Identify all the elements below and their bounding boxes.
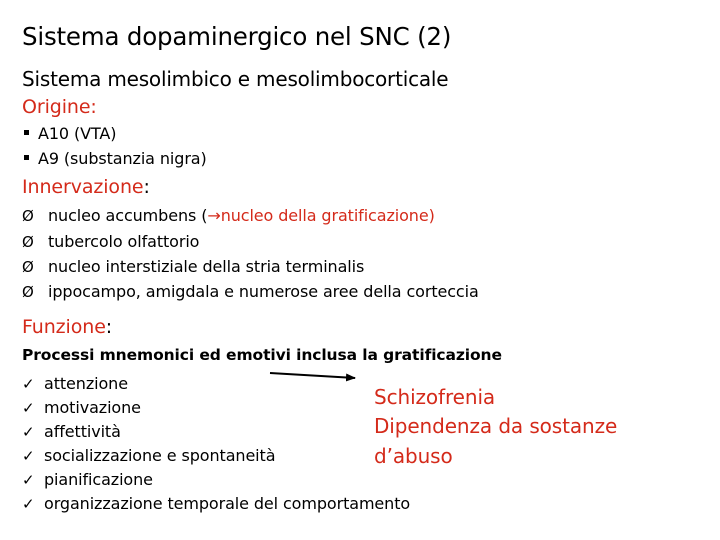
page-title: Sistema dopaminergico nel SNC (2) xyxy=(22,22,452,51)
funzione-item-text: organizzazione temporale del comportamento xyxy=(44,494,411,513)
innervazione-item-text: nucleo accumbens ( xyxy=(48,206,208,225)
funzione-item-text: socializzazione e spontaneità xyxy=(44,446,276,465)
funzione-colon: : xyxy=(105,316,113,338)
checkmark-icon: ✓ xyxy=(22,446,35,465)
funzione-item-text: attenzione xyxy=(44,374,128,393)
checkmark-icon: ✓ xyxy=(22,398,35,417)
arrowhead-bullet-icon: Ø xyxy=(22,282,34,301)
arrowhead-bullet-icon: Ø xyxy=(22,232,34,251)
page-subtitle: Sistema mesolimbico e mesolimbocorticale xyxy=(22,67,449,91)
innervazione-item-text: ippocampo, amigdala e numerose aree della corteccia xyxy=(48,282,479,301)
arrowhead-bullet-icon: Ø xyxy=(22,206,34,225)
innervazione-item-text: nucleo interstiziale della stria terminalis xyxy=(48,257,365,276)
innervazione-label: Innervazione xyxy=(22,176,144,198)
origine-item-text: A10 (VTA) xyxy=(38,124,117,143)
callout-line: d’abuso xyxy=(374,444,453,468)
checkmark-icon: ✓ xyxy=(22,374,35,393)
funzione-item-text: affettività xyxy=(44,422,121,441)
innervazione-colon: : xyxy=(143,176,150,198)
funzione-item-text: motivazione xyxy=(44,398,141,417)
origine-heading: Origine: xyxy=(22,96,97,118)
checkmark-icon: ✓ xyxy=(22,494,35,513)
innervazione-item-highlight: nucleo della gratificazione) xyxy=(220,206,435,225)
funzione-subheading: Processi mnemonici ed emotivi inclusa la gratificazione xyxy=(22,346,502,364)
origine-item-text: A9 (substanzia nigra) xyxy=(38,149,207,168)
right-arrow-icon: → xyxy=(207,206,221,225)
funzione-item-text: pianificazione xyxy=(44,470,153,489)
funzione-label: Funzione xyxy=(22,316,106,338)
innervazione-item-text: tubercolo olfattorio xyxy=(48,232,200,251)
callout-line: Schizofrenia xyxy=(374,385,496,409)
checkmark-icon: ✓ xyxy=(22,422,35,441)
checkmark-icon: ✓ xyxy=(22,470,35,489)
arrowhead-bullet-icon: Ø xyxy=(22,257,34,276)
callout-line: Dipendenza da sostanze xyxy=(374,414,618,438)
